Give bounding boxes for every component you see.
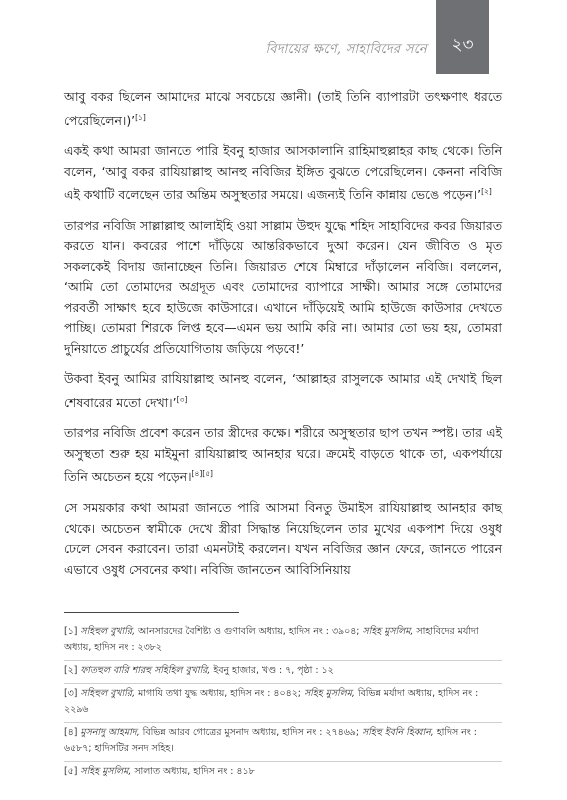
footnote-4 (64, 723, 502, 762)
footnote-source: মুসনাদু আহমাদ, (80, 727, 140, 738)
footnote-ref[interactable]: [১] (135, 112, 146, 122)
paragraph-text: সে সময়কার কথা আমরা জানতে পারি আসমা বিনতু উমাইস রাযিয়াল্লাহু আনহার কাছ থেকে। অচেতন স্বামীকে দেখে স্ত্রীরা সিদ্ধান্ত নিয়েছিলেন তার মুখের একপাশ দিয়ে ওষুধ ঢেলে সেবন করাবেন। তারা এমনটাই করলেন। যখন নবিজির জ্ঞান ফেরে, জানতে পারেন এভাবে ওষুধ সেবনের কথা। নবিজি জানতেন আবিসিনিয়ায় (64, 500, 502, 577)
footnote-ref[interactable]: [৩] (176, 394, 188, 404)
paragraph-text: তারপর নবিজি সাল্লাল্লাহু আলাইহি ওয়া সাল্লাম উহুদ যুদ্ধে শহিদ সাহাবিদের কবর জিয়ারত করতে যান। কবরের পাশে দাঁড়িয়ে আন্তরিকভাবে দুআ করেন। যেন জীবিত ও মৃত সকলকেই বিদায় জানাচ্ছেন তিনি। জিয়ারত শেষে মিম্বারে দাঁড়ালেন নবিজি। বললেন, ‘আমি তো তোমাদের অগ্রদূত এবং তোমাদের ব্যাপারে সাক্ষী। আমার সঙ্গে তোমাদের পরবর্তী সাক্ষাৎ হবে হাউজে কাউসারে। এখানে দাঁড়িয়েই আমি হাউজে কাউসার দেখতে পাচ্ছি। তোমরা শিরকে লিপ্ত হবে—এমন ভয় আমি করি না। আমার তো ভয় হয়, তোমরা দুনিয়াতে প্রাচুর্যের প্রতিযোগিতায় জড়িয়ে পড়বে!’ (64, 217, 502, 356)
footnote-source: ফাতহুল বারি শারহু সহিহিল বুখারি, (80, 665, 211, 676)
footnote-source-2: সহিহু ইবনি হিব্বান, (362, 727, 434, 738)
footnote-mark: [৪] (64, 727, 78, 738)
footnote-detail: বিভিন্ন আরব গোত্রের মুসনাদ অধ্যায়, হাদিস নং : ২৭৪৬৯; (139, 727, 363, 738)
footnote-source: সহিহুল বুখারি, (80, 626, 136, 637)
running-title: বিদায়ের ক্ষণে, সাহাবিদের সনে (265, 42, 427, 57)
footnote-mark: [৩] (64, 688, 78, 699)
footnote-source: সহিহুল বুখারি, (80, 688, 136, 699)
footnote-1 (64, 622, 502, 661)
main-text (64, 87, 502, 590)
paragraph-text: তারপর নবিজি প্রবেশ করেন তার স্ত্রীদের কক্ষে। শরীরে অসুস্থতার ছাপ তখন স্পষ্ট। তার এই অসুস্থতা শুরু হয় মাইমুনা রাযিয়াল্লাহু আনহার ঘরে। ক্রমেই বাড়তে থাকে তা, একপর্যায়ে তিনি অচেতন হয়ে পড়েন। (64, 425, 502, 485)
footnote-detail: আনসারদের বৈশিষ্ট্য ও গুণাবলি অধ্যায়, হাদিস নং : ৩৯০৪; (135, 626, 363, 637)
footnote-source-2: সহিহ মুসলিম, (362, 626, 414, 637)
footnote-detail-2: হাদিস নং : ৬৫৮৭; হাদিসটির সনদ সহিহ। (64, 727, 477, 754)
footnote-detail: সালাত অধ্যায়, হাদিস নং : ৪১৮ (131, 766, 255, 777)
footnote-detail-2: বিভিন্ন মর্যাদা অধ্যায়, হাদিস নং : ২২৯৬ (64, 688, 479, 715)
footnote-3 (64, 684, 502, 723)
footnote-ref[interactable]: [৪][৫] (191, 469, 213, 479)
footnote-source: সহিহ মুসলিম, (80, 766, 132, 777)
footnote-source-2: সহিহ মুসলিম, (303, 688, 355, 699)
page-number-tab (436, 0, 489, 74)
footnote-2 (64, 661, 502, 684)
paragraph-text: একই কথা আমরা জানতে পারি ইবনু হাজার আসকালানি রাহিমাহুল্লাহর কাছ থেকে। তিনি বলেন, ‘আবু বকর রাযিয়াল্লাহু আনহু নবিজির ইঙ্গিত বুঝতে পেরেছিলেন। কেননা নবিজি এই কথাটি বলেছেন তার অন্তিম অসুস্থতার সময়ে। এজন্যই তিনি কান্নায় ভেঙে পড়েন।’ (64, 143, 502, 203)
footnote-mark: [১] (64, 626, 78, 637)
footnote-mark: [২] (64, 665, 78, 676)
paragraph-4 (64, 369, 502, 413)
paragraph-5 (64, 423, 502, 488)
paragraph-6 (64, 498, 502, 580)
paragraph-1 (64, 87, 502, 131)
footnote-detail-2: সাহাবিদের মর্যাদা অধ্যায়, হাদিস নং : ২৩৮২ (64, 626, 479, 653)
paragraph-text: আবু বকর ছিলেন আমাদের মাঝে সবচেয়ে জ্ঞানী। (তাই তিনি ব্যাপারটা তৎক্ষণাৎ ধরতে পেরেছিলেন।)’ (64, 89, 502, 128)
footnote-ref[interactable]: [২] (481, 187, 492, 197)
footnote-divider (64, 612, 239, 613)
footnote-detail: মাগাযি তথা যুদ্ধ অধ্যায়, হাদিস নং : ৪০৪২; (135, 688, 304, 699)
paragraph-text: উকবা ইবনু আমির রাযিয়াল্লাহু আনহু বলেন, ‘আল্লাহর রাসুলকে আমার এই দেখাই ছিল শেষবারের মতো দেখা।’ (64, 371, 502, 410)
footnote-mark: [৫] (64, 766, 78, 777)
footnotes (64, 622, 502, 784)
page-header (0, 0, 567, 75)
paragraph-3 (64, 216, 502, 360)
page-number: ২৩ (451, 35, 474, 55)
footnote-5 (64, 762, 502, 784)
paragraph-2 (64, 141, 502, 206)
footnote-detail: ইবনু হাজার, খণ্ড : ৭, পৃষ্ঠা : ১২ (210, 665, 334, 676)
